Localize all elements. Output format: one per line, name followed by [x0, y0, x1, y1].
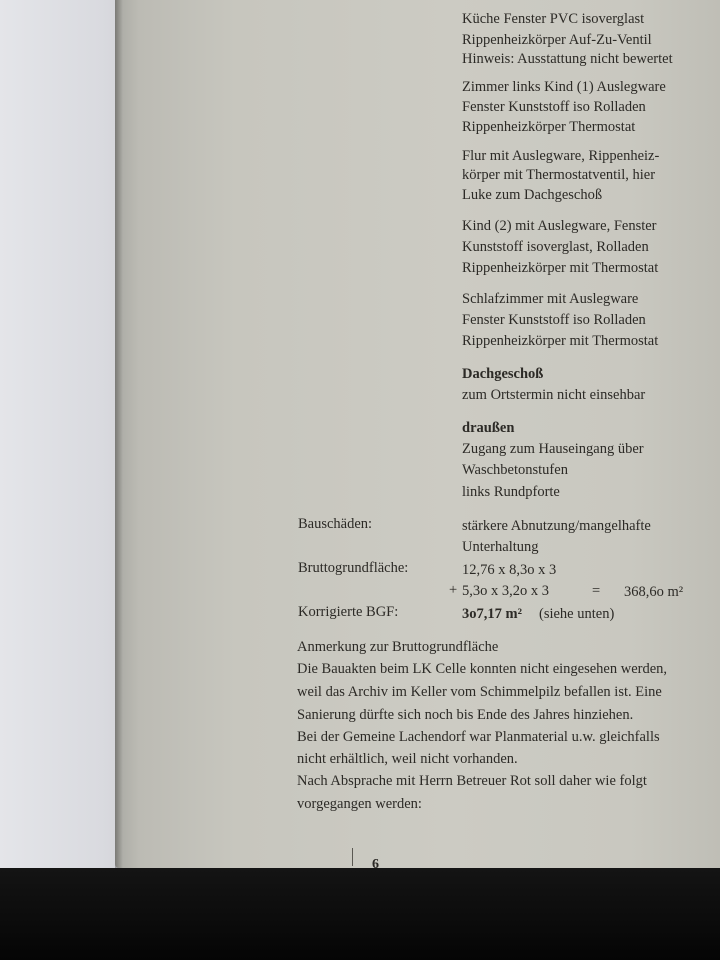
anmerkung-line: nicht erhältlich, weil nicht vorhanden.: [297, 751, 518, 767]
dark-background: [0, 868, 720, 960]
bauschaeden-line: stärkere Abnutzung/mangelhafte: [462, 518, 651, 534]
anmerkung-line: Bei der Gemeine Lachendorf war Planmaterial u.w. gleichfalls: [297, 729, 660, 745]
room-line: Rippenheizkörper mit Thermostat: [462, 333, 659, 349]
page-number: 6: [372, 857, 379, 872]
bgf-result: 368,6o m²: [624, 584, 684, 600]
korrigierte-bgf-label: Korrigierte BGF:: [298, 604, 399, 620]
room-line: Fenster Kunststoff iso Rolladen: [462, 312, 646, 328]
room-line: Luke zum Dachgeschoß: [462, 187, 603, 203]
anmerkung-line: Die Bauakten beim LK Celle konnten nicht eingesehen werden,: [297, 661, 668, 677]
draussen-line: Waschbetonstufen: [462, 462, 568, 478]
room-line: Küche Fenster PVC isoverglast: [462, 11, 645, 27]
anmerkung-line: Anmerkung zur Bruttogrundfläche: [297, 639, 499, 655]
draussen-heading: draußen: [462, 420, 515, 436]
room-line: Rippenheizkörper mit Thermostat: [462, 260, 659, 276]
room-line: Hinweis: Ausstattung nicht bewertet: [462, 51, 673, 67]
anmerkung-line: vorgegangen werden:: [297, 796, 422, 812]
room-line: Fenster Kunststoff iso Rolladen: [462, 99, 646, 115]
room-line: Zimmer links Kind (1) Auslegware: [462, 79, 666, 95]
korrigierte-bgf-note: (siehe unten): [539, 606, 615, 622]
room-line: Kind (2) mit Auslegware, Fenster: [462, 218, 657, 234]
anmerkung-line: weil das Archiv im Keller vom Schimmelpilz befallen ist. Eine: [297, 684, 662, 700]
anmerkung-line: Nach Absprache mit Herrn Betreuer Rot soll daher wie folgt: [297, 773, 647, 789]
bgf-line2: 5,3o x 3,2o x 3: [462, 583, 549, 599]
korrigierte-bgf-value: 3o7,17 m²: [462, 606, 522, 622]
bgf-label: Bruttogrundfläche:: [298, 560, 409, 576]
room-line: körper mit Thermostatventil, hier: [462, 167, 656, 183]
bgf-plus: +: [449, 582, 458, 598]
room-line: Kunststoff isoverglast, Rolladen: [462, 239, 649, 255]
dachgeschoss-text: zum Ortstermin nicht einsehbar: [462, 387, 646, 403]
room-line: Flur mit Auslegware, Rippenheiz-: [462, 148, 660, 164]
bgf-equals: =: [592, 583, 601, 599]
room-line: Schlafzimmer mit Auslegware: [462, 291, 639, 307]
bgf-line1: 12,76 x 8,3o x 3: [462, 562, 557, 578]
room-line: Rippenheizkörper Auf-Zu-Ventil: [462, 32, 652, 48]
dachgeschoss-heading: Dachgeschoß: [462, 366, 544, 382]
draussen-line: links Rundpforte: [462, 484, 560, 500]
anmerkung-line: Sanierung dürfte sich noch bis Ende des Jahres hinziehen.: [297, 707, 634, 723]
bauschaeden-line: Unterhaltung: [462, 539, 539, 555]
room-line: Rippenheizkörper Thermostat: [462, 119, 636, 135]
page-edge-shadow: [115, 0, 123, 868]
draussen-line: Zugang zum Hauseingang über: [462, 441, 644, 457]
bauschaeden-label: Bauschäden:: [298, 516, 373, 532]
page-number-divider: [352, 848, 353, 866]
